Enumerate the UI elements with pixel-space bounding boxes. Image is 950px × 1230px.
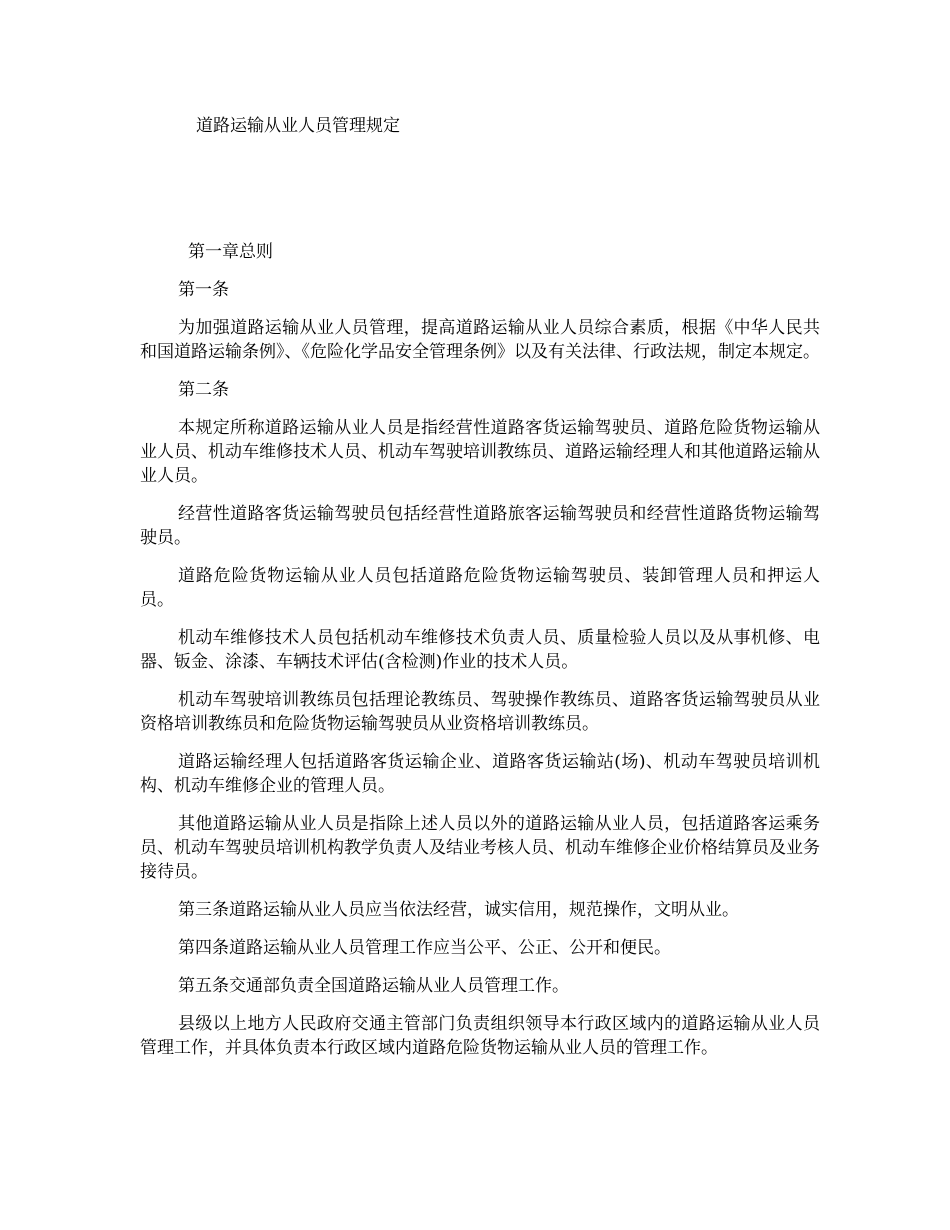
paragraph: 为加强道路运输从业人员管理，提高道路运输从业人员综合素质，根据《中华人民共和国道路运输条例》、《危险化学品安全管理条例》以及有关法律、行政法规，制定本规定。 bbox=[140, 318, 820, 362]
document-body bbox=[140, 240, 820, 1074]
paragraph: 机动车维修技术人员包括机动车维修技术负责人员、质量检验人员以及从事机修、电器、钣金、涂漆、车辆技术评估(含检测)作业的技术人员。 bbox=[140, 628, 820, 672]
chapter-heading: 第一章总则 bbox=[188, 242, 273, 262]
paragraph: 经营性道路客货运输驾驶员包括经营性道路旅客运输驾驶员和经营性道路货物运输驾驶员。 bbox=[140, 504, 820, 548]
article-heading: 第一条 bbox=[178, 280, 229, 300]
paragraph: 第四条道路运输从业人员管理工作应当公平、公正、公开和便民。 bbox=[178, 938, 671, 958]
paragraph: 机动车驾驶培训教练员包括理论教练员、驾驶操作教练员、道路客货运输驾驶员从业资格培训教练员和危险货物运输驾驶员从业资格培训教练员。 bbox=[140, 690, 820, 734]
article-heading: 第二条 bbox=[178, 380, 229, 400]
paragraph: 道路运输经理人包括道路客货运输企业、道路客货运输站(场)、机动车驾驶员培训机构、机动车维修企业的管理人员。 bbox=[140, 752, 820, 796]
paragraph: 第五条交通部负责全国道路运输从业人员管理工作。 bbox=[178, 976, 569, 996]
document-title: 道路运输从业人员管理规定 bbox=[196, 116, 400, 136]
paragraph: 其他道路运输从业人员是指除上述人员以外的道路运输从业人员，包括道路客运乘务员、机动车驾驶员培训机构教学负责人及结业考核人员、机动车维修企业价格结算员及业务接待员。 bbox=[140, 814, 820, 882]
paragraph: 第三条道路运输从业人员应当依法经营，诚实信用，规范操作，文明从业。 bbox=[178, 900, 739, 920]
paragraph: 本规定所称道路运输从业人员是指经营性道路客货运输驾驶员、道路危险货物运输从业人员、机动车维修技术人员、机动车驾驶培训教练员、道路运输经理人和其他道路运输从业人员。 bbox=[140, 418, 820, 486]
paragraph: 道路危险货物运输从业人员包括道路危险货物运输驾驶员、装卸管理人员和押运人员。 bbox=[140, 566, 820, 610]
paragraph: 县级以上地方人民政府交通主管部门负责组织领导本行政区域内的道路运输从业人员管理工作，并具体负责本行政区域内道路危险货物运输从业人员的管理工作。 bbox=[140, 1014, 820, 1058]
